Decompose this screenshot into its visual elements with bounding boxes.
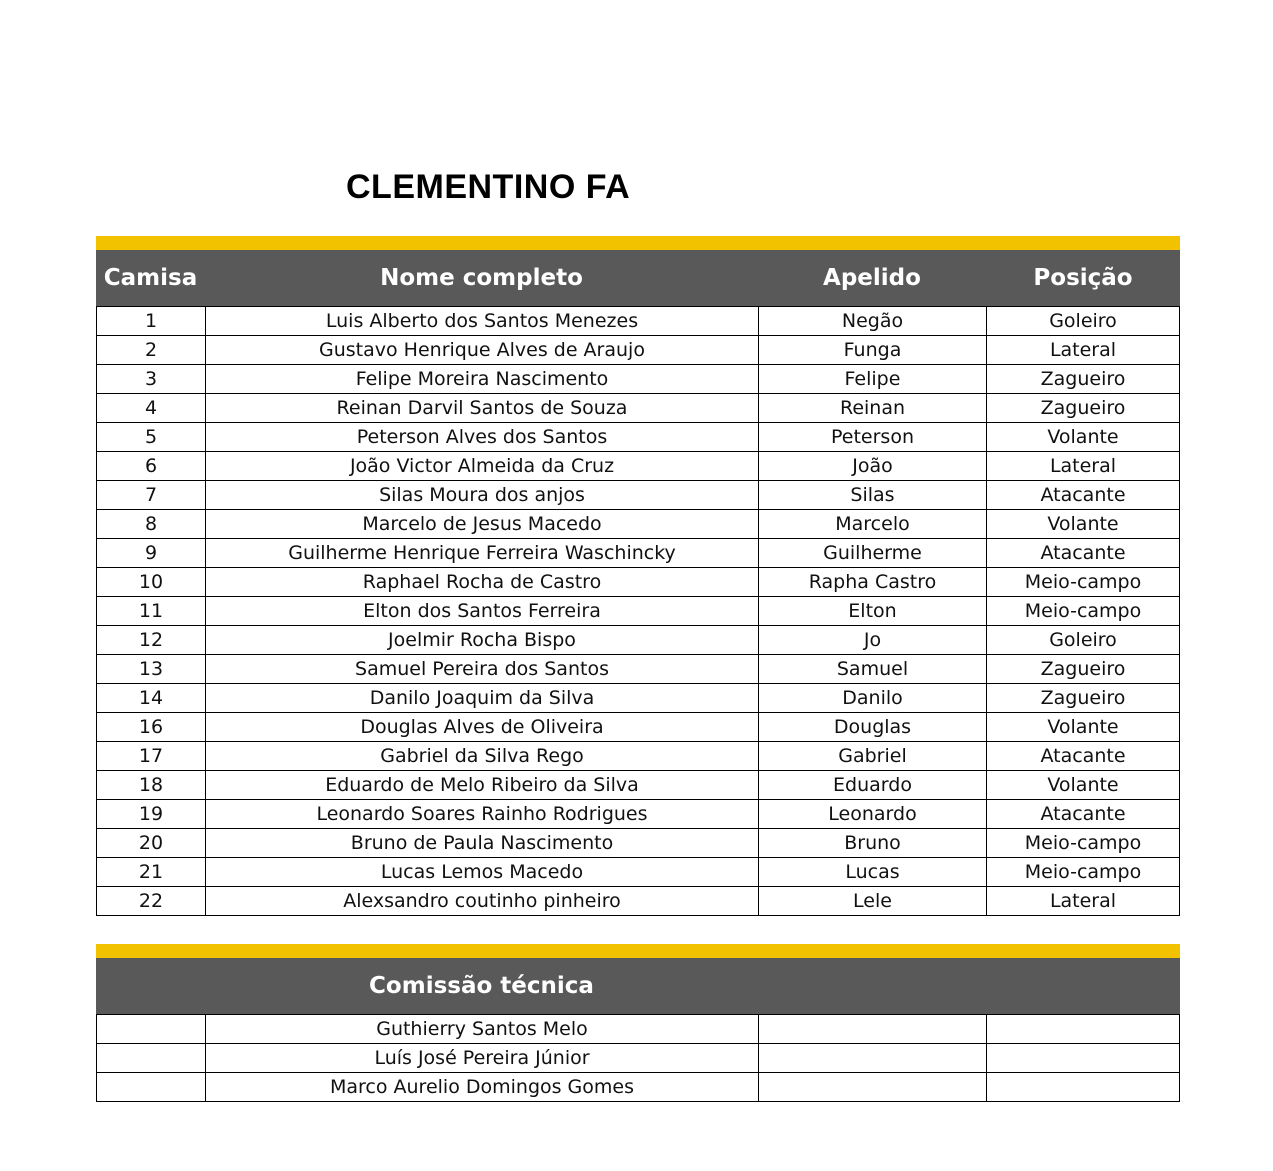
shirt-number-cell: 21	[97, 858, 206, 887]
table-row	[97, 510, 1180, 539]
table-row	[97, 452, 1180, 481]
nickname-cell: Douglas	[759, 713, 987, 742]
empty-cell	[759, 1044, 987, 1073]
position-cell: Volante	[987, 771, 1180, 800]
staff-table	[96, 944, 1180, 1102]
column-header-full-name: Nome completo	[380, 265, 583, 291]
nickname-cell: Jo	[759, 626, 987, 655]
full-name-cell: Alexsandro coutinho pinheiro	[206, 887, 759, 916]
accent-bar	[96, 236, 1180, 250]
staff-name-cell: Luís José Pereira Júnior	[206, 1044, 759, 1073]
shirt-number-cell: 14	[97, 684, 206, 713]
full-name-cell: Gabriel da Silva Rego	[206, 742, 759, 771]
table-row	[97, 626, 1180, 655]
full-name-cell: Gustavo Henrique Alves de Araujo	[206, 336, 759, 365]
staff-header	[96, 958, 1180, 1014]
column-header-nickname: Apelido	[823, 265, 921, 291]
staff-name-cell: Marco Aurelio Domingos Gomes	[206, 1073, 759, 1102]
full-name-cell: Eduardo de Melo Ribeiro da Silva	[206, 771, 759, 800]
roster-rows	[96, 306, 1180, 916]
accent-bar	[96, 944, 1180, 958]
full-name-cell: Elton dos Santos Ferreira	[206, 597, 759, 626]
position-cell: Lateral	[987, 336, 1180, 365]
column-header-shirt: Camisa	[103, 265, 198, 291]
staff-row	[97, 1073, 1180, 1102]
full-name-cell: Felipe Moreira Nascimento	[206, 365, 759, 394]
position-cell: Zagueiro	[987, 365, 1180, 394]
nickname-cell: Marcelo	[759, 510, 987, 539]
shirt-number-cell: 17	[97, 742, 206, 771]
roster-table	[96, 236, 1180, 916]
staff-name-cell: Guthierry Santos Melo	[206, 1015, 759, 1044]
position-cell: Atacante	[987, 800, 1180, 829]
table-row	[97, 481, 1180, 510]
shirt-number-cell: 5	[97, 423, 206, 452]
position-cell: Meio-campo	[987, 858, 1180, 887]
staff-row	[97, 1044, 1180, 1073]
team-title: CLEMENTINO FA	[346, 168, 631, 206]
nickname-cell: João	[759, 452, 987, 481]
nickname-cell: Eduardo	[759, 771, 987, 800]
table-row	[97, 423, 1180, 452]
position-cell: Zagueiro	[987, 684, 1180, 713]
full-name-cell: Bruno de Paula Nascimento	[206, 829, 759, 858]
shirt-number-cell: 6	[97, 452, 206, 481]
nickname-cell: Samuel	[759, 655, 987, 684]
position-cell: Goleiro	[987, 626, 1180, 655]
table-row	[97, 336, 1180, 365]
table-row	[97, 713, 1180, 742]
table-row	[97, 655, 1180, 684]
full-name-cell: Peterson Alves dos Santos	[206, 423, 759, 452]
shirt-number-cell: 3	[97, 365, 206, 394]
position-cell: Lateral	[987, 452, 1180, 481]
empty-cell	[759, 1073, 987, 1102]
table-row	[97, 858, 1180, 887]
staff-rows	[96, 1014, 1180, 1102]
shirt-number-cell: 7	[97, 481, 206, 510]
table-row	[97, 887, 1180, 916]
table-row	[97, 742, 1180, 771]
full-name-cell: Marcelo de Jesus Macedo	[206, 510, 759, 539]
table-row	[97, 771, 1180, 800]
empty-cell	[987, 1044, 1180, 1073]
empty-cell	[97, 1073, 206, 1102]
empty-cell	[759, 1015, 987, 1044]
table-row	[97, 365, 1180, 394]
shirt-number-cell: 11	[97, 597, 206, 626]
nickname-cell: Negão	[759, 307, 987, 336]
position-cell: Atacante	[987, 481, 1180, 510]
shirt-number-cell: 22	[97, 887, 206, 916]
nickname-cell: Felipe	[759, 365, 987, 394]
nickname-cell: Bruno	[759, 829, 987, 858]
shirt-number-cell: 4	[97, 394, 206, 423]
table-row	[97, 568, 1180, 597]
empty-cell	[97, 1015, 206, 1044]
shirt-number-cell: 20	[97, 829, 206, 858]
full-name-cell: Silas Moura dos anjos	[206, 481, 759, 510]
table-row	[97, 684, 1180, 713]
nickname-cell: Lucas	[759, 858, 987, 887]
table-row	[97, 829, 1180, 858]
empty-cell	[97, 1044, 206, 1073]
position-cell: Meio-campo	[987, 597, 1180, 626]
position-cell: Goleiro	[987, 307, 1180, 336]
shirt-number-cell: 9	[97, 539, 206, 568]
shirt-number-cell: 10	[97, 568, 206, 597]
full-name-cell: João Victor Almeida da Cruz	[206, 452, 759, 481]
table-header	[96, 250, 1180, 306]
shirt-number-cell: 13	[97, 655, 206, 684]
position-cell: Zagueiro	[987, 394, 1180, 423]
position-cell: Lateral	[987, 887, 1180, 916]
empty-cell	[987, 1073, 1180, 1102]
nickname-cell: Guilherme	[759, 539, 987, 568]
full-name-cell: Leonardo Soares Rainho Rodrigues	[206, 800, 759, 829]
position-cell: Volante	[987, 510, 1180, 539]
shirt-number-cell: 19	[97, 800, 206, 829]
nickname-cell: Peterson	[759, 423, 987, 452]
full-name-cell: Luis Alberto dos Santos Menezes	[206, 307, 759, 336]
table-row	[97, 800, 1180, 829]
shirt-number-cell: 2	[97, 336, 206, 365]
nickname-cell: Lele	[759, 887, 987, 916]
shirt-number-cell: 1	[97, 307, 206, 336]
staff-row	[97, 1015, 1180, 1044]
nickname-cell: Reinan	[759, 394, 987, 423]
shirt-number-cell: 8	[97, 510, 206, 539]
full-name-cell: Guilherme Henrique Ferreira Waschincky	[206, 539, 759, 568]
table-row	[97, 539, 1180, 568]
position-cell: Volante	[987, 713, 1180, 742]
position-cell: Atacante	[987, 742, 1180, 771]
position-cell: Atacante	[987, 539, 1180, 568]
full-name-cell: Reinan Darvil Santos de Souza	[206, 394, 759, 423]
nickname-cell: Rapha Castro	[759, 568, 987, 597]
position-cell: Meio-campo	[987, 829, 1180, 858]
empty-cell	[987, 1015, 1180, 1044]
table-row	[97, 394, 1180, 423]
position-cell: Zagueiro	[987, 655, 1180, 684]
staff-heading: Comissão técnica	[369, 973, 594, 999]
full-name-cell: Samuel Pereira dos Santos	[206, 655, 759, 684]
nickname-cell: Funga	[759, 336, 987, 365]
nickname-cell: Gabriel	[759, 742, 987, 771]
column-header-position: Posição	[1033, 265, 1133, 291]
full-name-cell: Joelmir Rocha Bispo	[206, 626, 759, 655]
full-name-cell: Douglas Alves de Oliveira	[206, 713, 759, 742]
table-row	[97, 597, 1180, 626]
table-row	[97, 307, 1180, 336]
shirt-number-cell: 18	[97, 771, 206, 800]
full-name-cell: Lucas Lemos Macedo	[206, 858, 759, 887]
position-cell: Meio-campo	[987, 568, 1180, 597]
position-cell: Volante	[987, 423, 1180, 452]
full-name-cell: Raphael Rocha de Castro	[206, 568, 759, 597]
nickname-cell: Elton	[759, 597, 987, 626]
shirt-number-cell: 12	[97, 626, 206, 655]
nickname-cell: Silas	[759, 481, 987, 510]
nickname-cell: Danilo	[759, 684, 987, 713]
nickname-cell: Leonardo	[759, 800, 987, 829]
shirt-number-cell: 16	[97, 713, 206, 742]
full-name-cell: Danilo Joaquim da Silva	[206, 684, 759, 713]
